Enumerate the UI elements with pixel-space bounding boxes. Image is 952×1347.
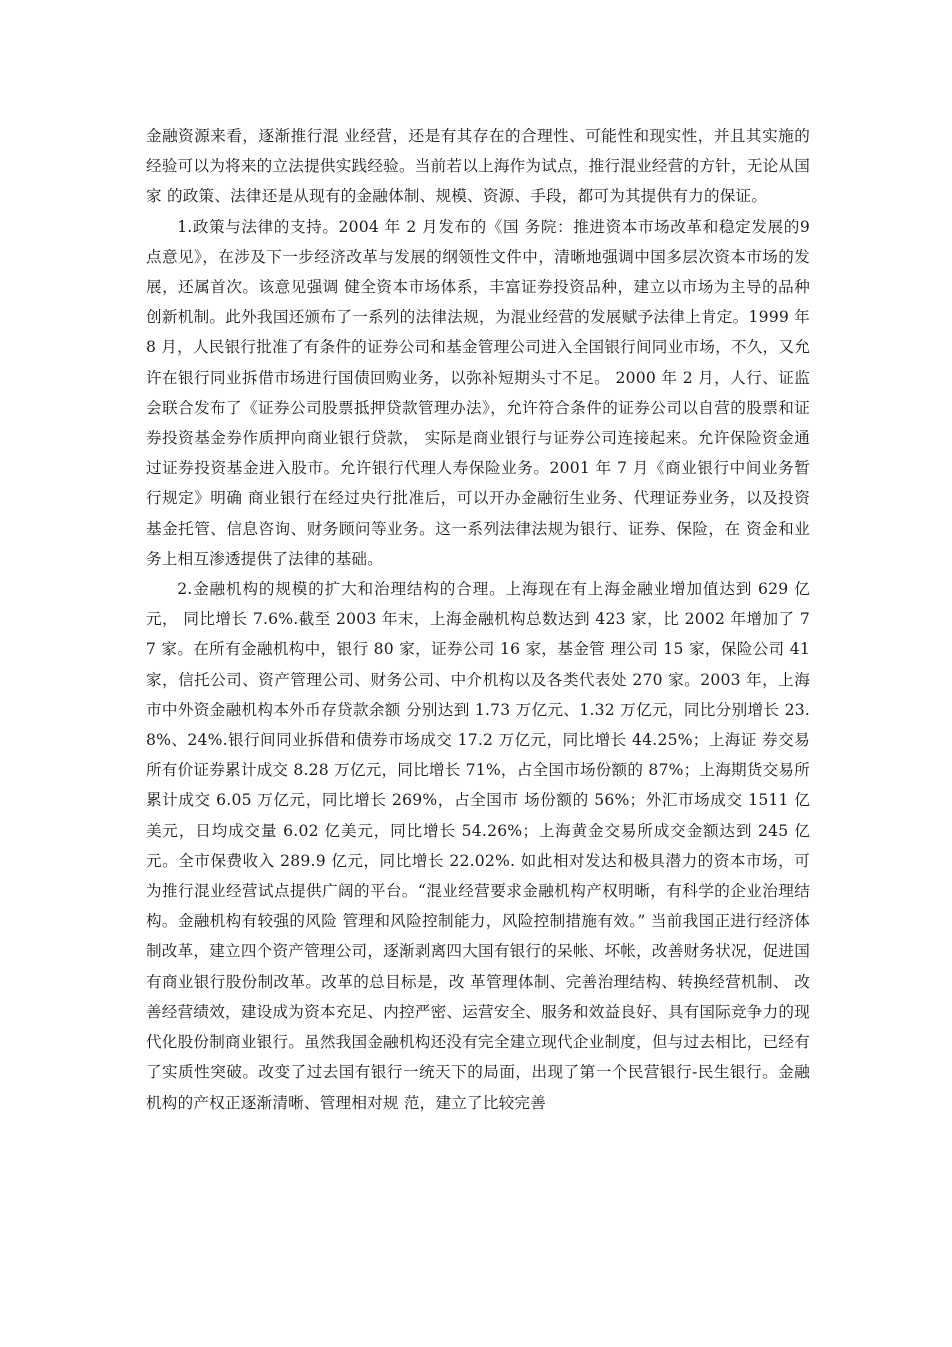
paragraph-policy-law-support: 1.政策与法律的支持。2004 年 2 月发布的《国 务院：推进资本市场改革和稳定发展的9 点意见》，在涉及下一步经济改革与发展的纲领性文件中，清晰地强调中国多层次资本市场的发展，还属首次。该意见强调 健全资本市场体系，丰富证券投资品种，建立以市场为主导的品种创新机制。此外我国还颁布了一系列的法律法规，为混业经营的发展赋予法律上肯定。1999 年 8 月，人民银行批准了有条件的证券公司和基金管理公司进入全国银行间同业市场，不久，又允许在银行同业拆借市场进行国债回购业务，以弥补短期头寸不足。 2000 年 2 月，人行、证监会联合发布了《证券公司股票抵押贷款管理办法》，允许符合条件的证券公司以自营的股票和证券投资基金券作质押向商业银行贷款， 实际是商业银行与证券公司连接起来。允许保险资金通过证券投资基金进入股市。允许银行代理人寿保险业务。2001 年 7 月《商业银行中间业务暂行规定》明确 商业银行在经过央行批准后，可以开办金融衍生业务、代理证券业务，以及投资基金托管、信息咨询、财务顾问等业务。这一系列法律法规为银行、证券、保险，在 资金和业务上相互渗透提供了法律的基础。 <box>146 217 810 568</box>
paragraph-continuation: 金融资源来看，逐渐推行混 业经营，还是有其存在的合理性、可能性和现实性，并且其实施的经验可以为将来的立法提供实践经验。当前若以上海作为试点，推行混业经营的方针，无论从国家 的政策、法律还是从现有的金融体制、规模、资源、手段，都可为其提供有力的保证。 <box>146 127 810 206</box>
paragraph-institution-scale-governance: 2.金融机构的规模的扩大和治理结构的合理。上海现在有上海金融业增加值达到 629 亿元， 同比增长 7.6%.截至 2003 年末，上海金融机构总数达到 423 家，比 2002 年增加了 77 家。在所有金融机构中，银行 80 家，证券公司 16 家，基金管 理公司 15 家，保险公司 41 家，信托公司、资产管理公司、财务公司、中介机构以及各类代表处 270 家。2003 年，上海市中外资金融机构本外币存贷款余额 分别达到 1.73 万亿元、1.32 万亿元，同比分别增长 23.8%、24%.银行间同业拆借和债券市场成交 17.2 万亿元，同比增长 44.25%；上海证 券交易所有价证券累计成交 8.28 万亿元，同比增长 71%，占全国市场份额的 87%；上海期货交易所累计成交 6.05 万亿元，同比增长 269%，占全国市 场份额的 56%；外汇市场成交 1511 亿美元，日均成交量 6.02 亿美元，同比增长 54.26%；上海黄金交易所成交金额达到 245 亿元。全市保费收入 289.9 亿元，同比增长 22.02%. 如此相对发达和极具潜力的资本市场，可为推行混业经营试点提供广阔的平台。“混业经营要求金融机构产权明晰，有科学的企业治理结构。金融机构有较强的风险 管理和风险控制能力，风险控制措施有效。” 当前我国正进行经济体制改革，建立四个资产管理公司，逐渐剥离四大国有银行的呆帐、坏帐，改善财务状况，促进国有商业银行股份制改革。改革的总目标是，改 革管理体制、完善治理结构、转换经营机制、 改善经营绩效，建设成为资本充足、内控严密、运营安全、服务和效益良好、具有国际竞争力的现代化股份制商业银行。虽然我国金融机构还没有完全建立现代企业制度，但与过去相比，已经有了实质性突破。改变了过去国有银行一统天下的局面，出现了第一个民营银行-民生银行。金融机构的产权正逐渐清晰、管理相对规 范，建立了比较完善 <box>146 580 810 1112</box>
document-body <box>146 121 810 1118</box>
